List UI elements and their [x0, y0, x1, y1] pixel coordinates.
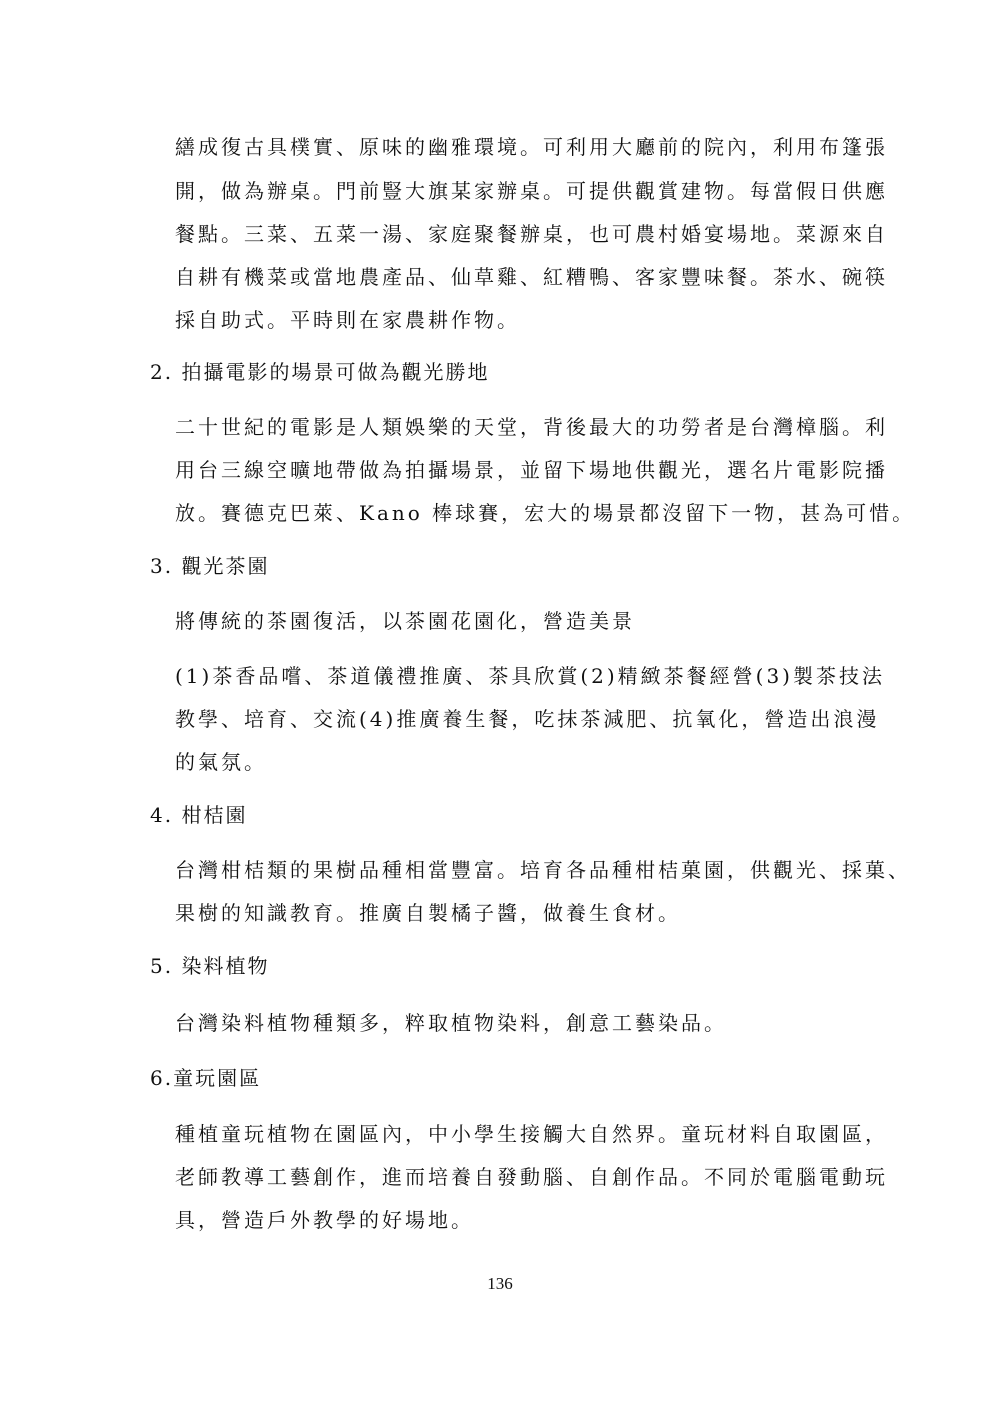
film-line-2: 用台三線空曠地帶做為拍攝場景，並留下場地供觀光，選名片電影院播: [175, 458, 888, 482]
tea-heading: 3. 觀光茶園: [150, 554, 270, 578]
toys-line-2: 老師教導工藝創作，進而培養自發動腦、自創作品。不同於電腦電動玩: [175, 1165, 888, 1189]
toys-line-3: 具，營造戶外教學的好場地。: [175, 1208, 474, 1232]
toys-heading: 6.童玩園區: [150, 1066, 262, 1090]
citrus-line-2: 果樹的知識教育。推廣自製橘子醬，做養生食材。: [175, 901, 681, 925]
dye-line-1: 台灣染料植物種類多，粹取植物染料，創意工藝染品。: [175, 1011, 727, 1035]
film-line-1: 二十世紀的電影是人類娛樂的天堂，背後最大的功勞者是台灣樟腦。利: [175, 415, 888, 439]
intro-line-4: 自耕有機菜或當地農產品、仙草雞、紅糟鴨、客家豐味餐。茶水、碗筷: [175, 265, 888, 289]
page-number: 136: [487, 1274, 513, 1293]
intro-line-1: 繕成復古具樸實、原味的幽雅環境。可利用大廳前的院內，利用布篷張: [175, 135, 888, 159]
tea-line-3: 教學、培育、交流(4)推廣養生餐，吃抹茶減肥、抗氧化，營造出浪漫: [175, 707, 880, 731]
citrus-heading: 4. 柑桔園: [150, 803, 248, 827]
citrus-line-1: 台灣柑桔類的果樹品種相當豐富。培育各品種柑桔菓園，供觀光、採菓、: [175, 858, 911, 882]
film-line-3: 放。賽德克巴萊、Kano 棒球賽，宏大的場景都沒留下一物，甚為可惜。: [175, 501, 916, 525]
tea-line-4: 的氣氛。: [175, 750, 267, 774]
toys-line-1: 種植童玩植物在園區內，中小學生接觸大自然界。童玩材料自取園區，: [175, 1122, 888, 1146]
intro-line-5: 採自助式。平時則在家農耕作物。: [175, 308, 520, 332]
intro-line-2: 開，做為辦桌。門前豎大旗某家辦桌。可提供觀賞建物。每當假日供應: [175, 179, 888, 203]
tea-line-2: (1)茶香品嚐、茶道儀禮推廣、茶具欣賞(2)精緻茶餐經營(3)製茶技法: [175, 664, 885, 688]
dye-heading: 5. 染料植物: [150, 954, 270, 978]
film-heading: 2. 拍攝電影的場景可做為觀光勝地: [150, 360, 490, 384]
tea-line-1: 將傳統的茶園復活，以茶園花園化，營造美景: [175, 609, 635, 633]
intro-line-3: 餐點。三菜、五菜一湯、家庭聚餐辦桌，也可農村婚宴場地。菜源來自: [175, 222, 888, 246]
